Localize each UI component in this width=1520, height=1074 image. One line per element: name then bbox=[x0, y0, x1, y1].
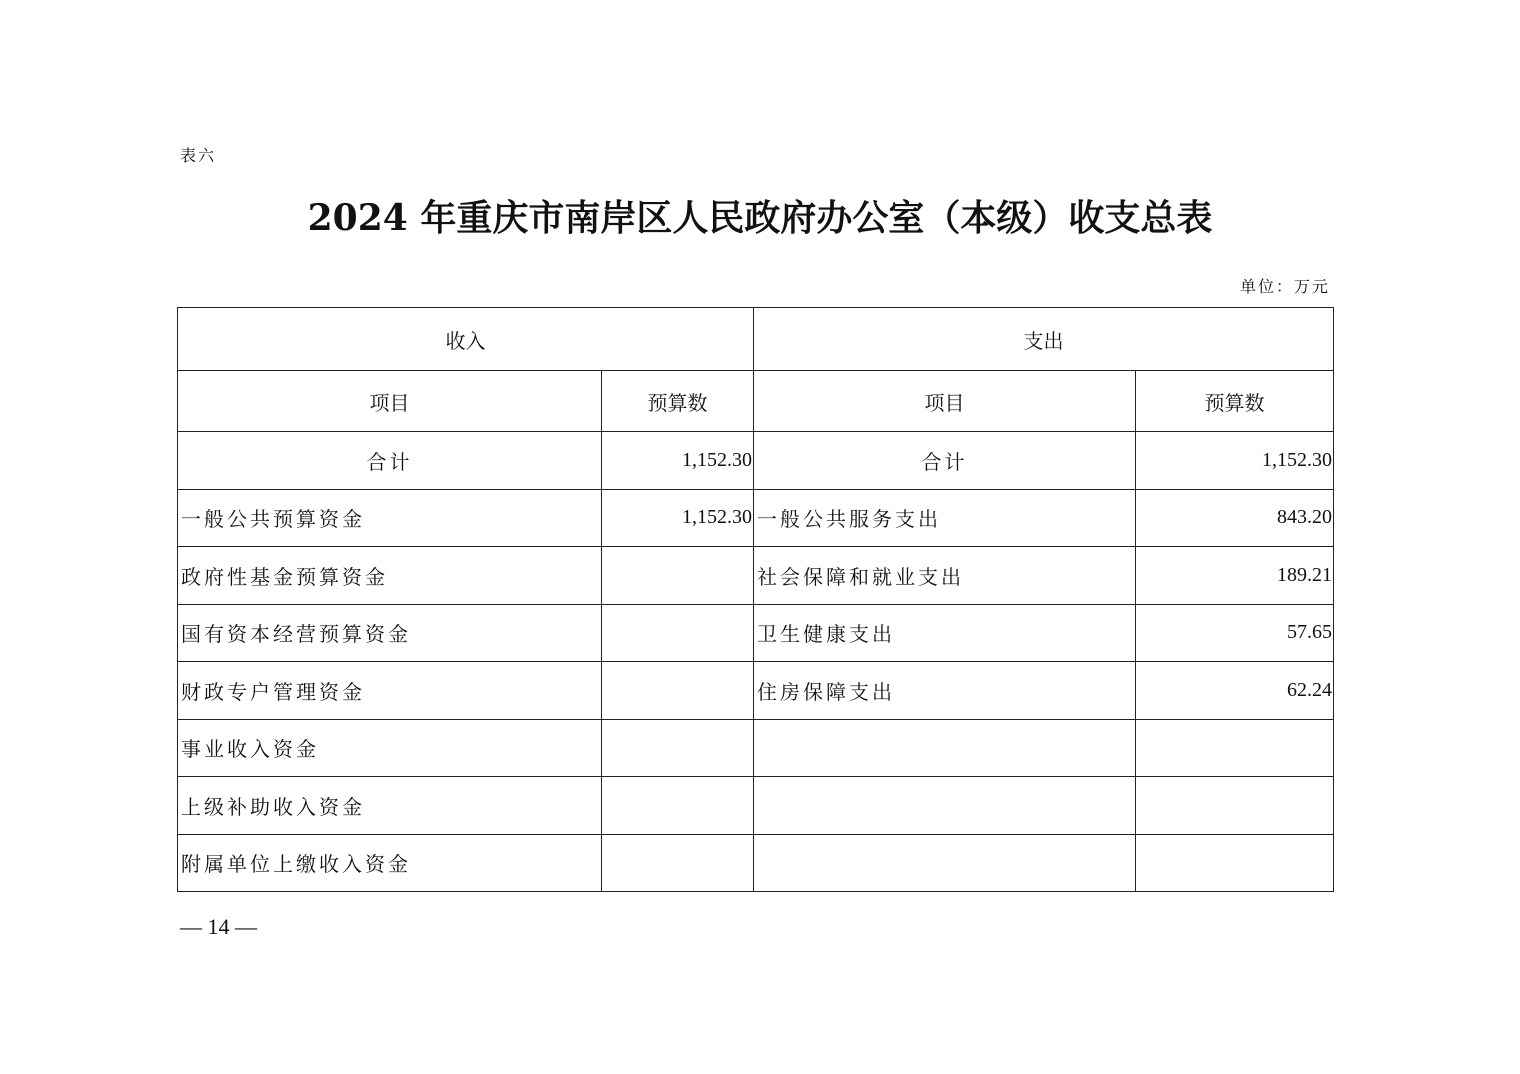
expense-item: 住房保障支出 bbox=[754, 662, 1136, 720]
table-label: 表六 bbox=[180, 146, 217, 165]
expense-item bbox=[754, 777, 1136, 835]
expense-value: 57.65 bbox=[1136, 604, 1334, 662]
expense-item: 一般公共服务支出 bbox=[754, 489, 1136, 547]
table-row bbox=[178, 604, 1334, 662]
income-budget-header: 预算数 bbox=[602, 371, 754, 432]
income-header: 收入 bbox=[178, 308, 754, 371]
expense-item bbox=[754, 834, 1136, 892]
expense-value: 843.20 bbox=[1136, 489, 1334, 547]
income-item: 政府性基金预算资金 bbox=[178, 547, 602, 605]
table-row bbox=[178, 662, 1334, 720]
expense-budget-header: 预算数 bbox=[1136, 371, 1334, 432]
income-item: 财政专户管理资金 bbox=[178, 662, 602, 720]
income-item: 附属单位上缴收入资金 bbox=[178, 834, 602, 892]
income-value bbox=[602, 777, 754, 835]
page-title: 2024 年重庆市南岸区人民政府办公室（本级）收支总表 bbox=[307, 197, 1213, 239]
table-row bbox=[178, 489, 1334, 547]
expense-item: 社会保障和就业支出 bbox=[754, 547, 1136, 605]
income-value bbox=[602, 719, 754, 777]
budget-summary-table bbox=[177, 307, 1334, 892]
table-row bbox=[178, 547, 1334, 605]
unit-note: 单位：万元 bbox=[1239, 277, 1330, 296]
table-header-row bbox=[178, 308, 1334, 371]
income-total-label: 合计 bbox=[178, 432, 602, 490]
expense-total-label: 合计 bbox=[754, 432, 1136, 490]
income-item-header: 项目 bbox=[178, 371, 602, 432]
page-number: — 14 — bbox=[180, 914, 257, 939]
table-row bbox=[178, 834, 1334, 892]
table-row bbox=[178, 719, 1334, 777]
income-value: 1,152.30 bbox=[602, 489, 754, 547]
expense-item-header: 项目 bbox=[754, 371, 1136, 432]
table-subheader-row bbox=[178, 371, 1334, 432]
income-item: 上级补助收入资金 bbox=[178, 777, 602, 835]
income-value bbox=[602, 547, 754, 605]
income-total-value: 1,152.30 bbox=[602, 432, 754, 490]
income-item: 国有资本经营预算资金 bbox=[178, 604, 602, 662]
income-value bbox=[602, 834, 754, 892]
table-row bbox=[178, 777, 1334, 835]
income-value bbox=[602, 604, 754, 662]
expense-item: 卫生健康支出 bbox=[754, 604, 1136, 662]
income-value bbox=[602, 662, 754, 720]
income-item: 事业收入资金 bbox=[178, 719, 602, 777]
expense-value bbox=[1136, 719, 1334, 777]
total-row bbox=[178, 432, 1334, 490]
expense-value: 62.24 bbox=[1136, 662, 1334, 720]
expense-value bbox=[1136, 777, 1334, 835]
expense-value: 189.21 bbox=[1136, 547, 1334, 605]
expense-item bbox=[754, 719, 1136, 777]
income-item: 一般公共预算资金 bbox=[178, 489, 602, 547]
expense-total-value: 1,152.30 bbox=[1136, 432, 1334, 490]
expense-header: 支出 bbox=[754, 308, 1334, 371]
expense-value bbox=[1136, 834, 1334, 892]
